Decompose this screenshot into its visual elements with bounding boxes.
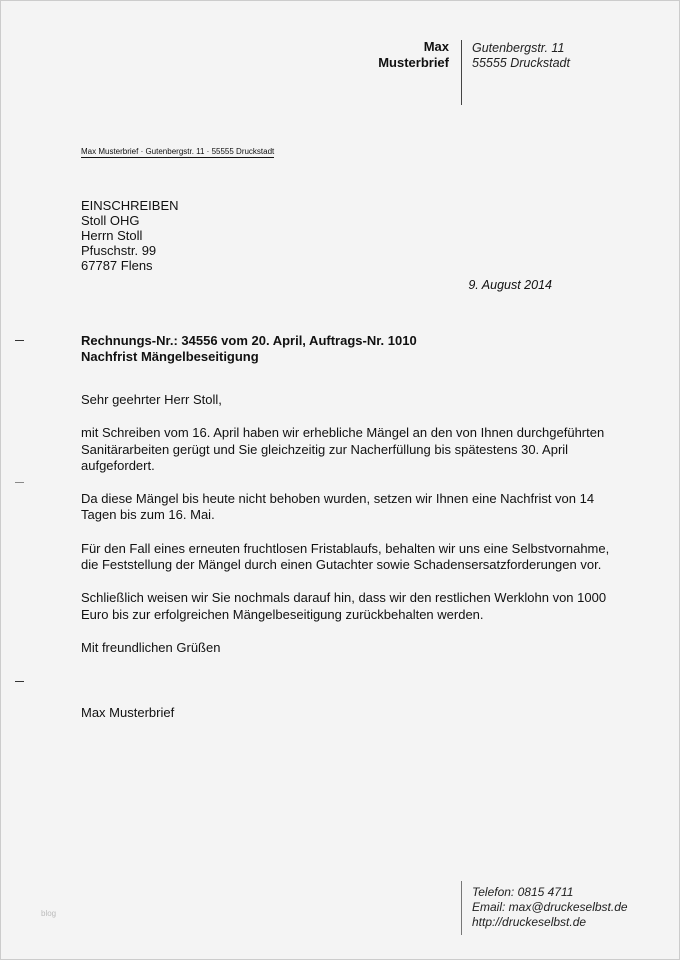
recipient-line: Stoll OHG	[81, 213, 140, 228]
fold-mark	[15, 681, 24, 682]
signature: Max Musterbrief	[81, 705, 175, 720]
footer-email: Email: max@druckeselbst.de	[472, 900, 628, 914]
footer-phone: Telefon: 0815 4711	[472, 885, 574, 899]
subject-line: Nachfrist Mängelbeseitigung	[81, 349, 259, 364]
paragraph: Für den Fall eines erneuten fruchtlosen Fristablaufs, behalten wir uns eine Selbstvornahme, die Feststellung der Mängel durch einen Gutachter sowie Schadensersatzforderungen vor.	[81, 540, 610, 573]
subject	[81, 333, 417, 365]
punch-mark	[15, 482, 24, 483]
footer-contact	[472, 885, 628, 930]
sender-last-name: Musterbrief	[378, 55, 449, 70]
recipient-line: Herrn Stoll	[81, 228, 143, 243]
recipient-block	[81, 198, 179, 273]
recipient-line: 67787 Flens	[81, 258, 153, 273]
footer-divider	[461, 881, 462, 935]
paragraph: Schließlich weisen wir Sie nochmals darauf hin, dass wir den restlichen Werklohn von 1000 Euro bis zur erfolgreichen Mängelbeseitigung zurückbehalten werden.	[81, 590, 607, 622]
footer-web: http://druckeselbst.de	[472, 915, 587, 929]
sender-street: Gutenbergstr. 11	[472, 41, 565, 55]
recipient-line: EINSCHREIBEN	[81, 198, 179, 213]
salutation: Sehr geehrter Herr Stoll,	[81, 392, 222, 407]
paragraph: mit Schreiben vom 16. April haben wir erhebliche Mängel an den von Ihnen durchgeführten Sanitärarbeiten gerügt und Sie gleichzeitig zur Nacherfüllung bis spätestens 30. April aufgefordert.	[81, 425, 605, 473]
recipient-line: Pfuschstr. 99	[81, 243, 157, 258]
paragraph: Da diese Mängel bis heute nicht behoben wurden, setzen wir Ihnen eine Nachfrist von 14 Tagen bis zum 16. Mai.	[81, 491, 595, 523]
sender-name	[378, 39, 449, 71]
return-address-line: Max Musterbrief · Gutenbergstr. 11 · 55555 Druckstadt	[81, 147, 275, 156]
fold-mark	[15, 340, 24, 341]
sender-city: 55555 Druckstadt	[472, 56, 570, 70]
letter-date: 9. August 2014	[468, 278, 552, 292]
watermark: blog	[41, 909, 57, 918]
closing: Mit freundlichen Grüßen	[81, 639, 221, 655]
subject-line: Rechnungs-Nr.: 34556 vom 20. April, Auftrags-Nr. 1010	[81, 333, 417, 348]
sender-first-name: Max	[423, 39, 449, 54]
sender-address	[472, 41, 570, 71]
header-divider	[461, 40, 462, 105]
letter-body	[81, 392, 621, 673]
